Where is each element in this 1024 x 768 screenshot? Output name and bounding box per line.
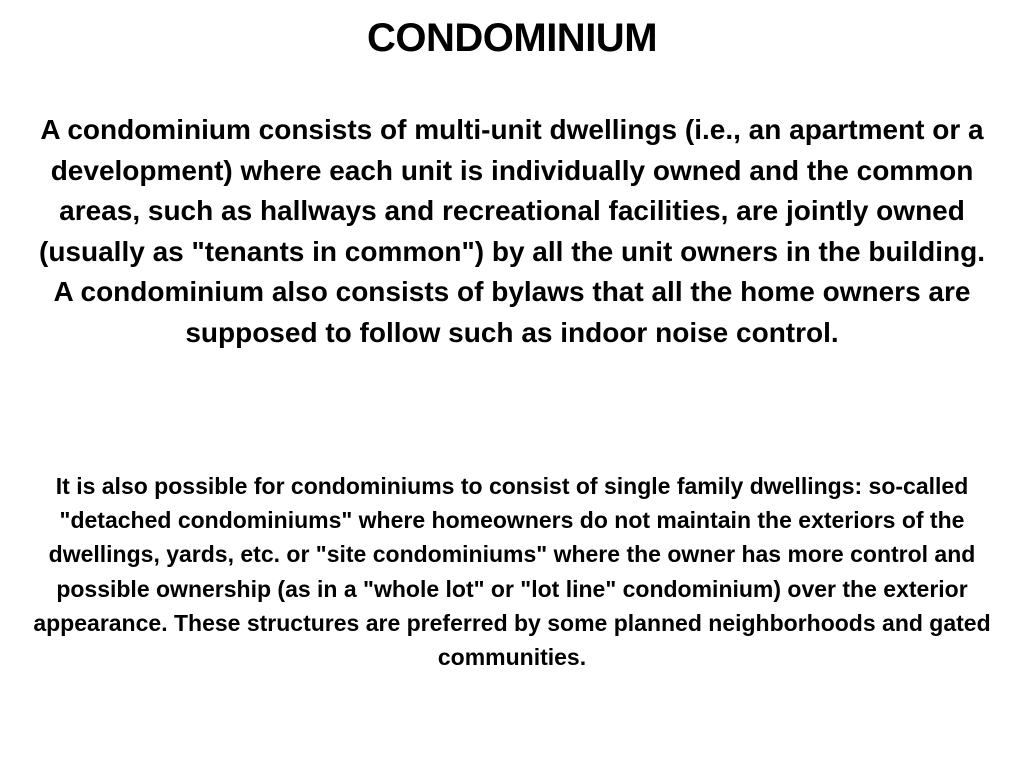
definition-paragraph: A condominium consists of multi-unit dwellings (i.e., an apartment or a development) where each unit is individually owned and the common areas, such as hallways and recreational facilities, are jointly owned (usually as "tenants in common") by all the unit owners in the building. xyxy=(39,114,985,267)
detached-condominiums-paragraph: It is also possible for condominiums to consist of single family dwellings: so-called "detached condominiums" where homeowners do not maintain the exteriors of the dwellings, yards, etc. or "site condominiums" where the owner has more control and possible ownership (as in a "whole lot" or "lot line" condominium) over the exterior appearance. These structures are preferred by some planned neighborhoods and gated communities. xyxy=(33,473,991,671)
definition-block xyxy=(20,110,1004,353)
bylaws-paragraph: A condominium also consists of bylaws that all the home owners are supposed to follow such as indoor noise control. xyxy=(53,276,971,348)
slide-title: CONDOMINIUM xyxy=(366,16,658,60)
